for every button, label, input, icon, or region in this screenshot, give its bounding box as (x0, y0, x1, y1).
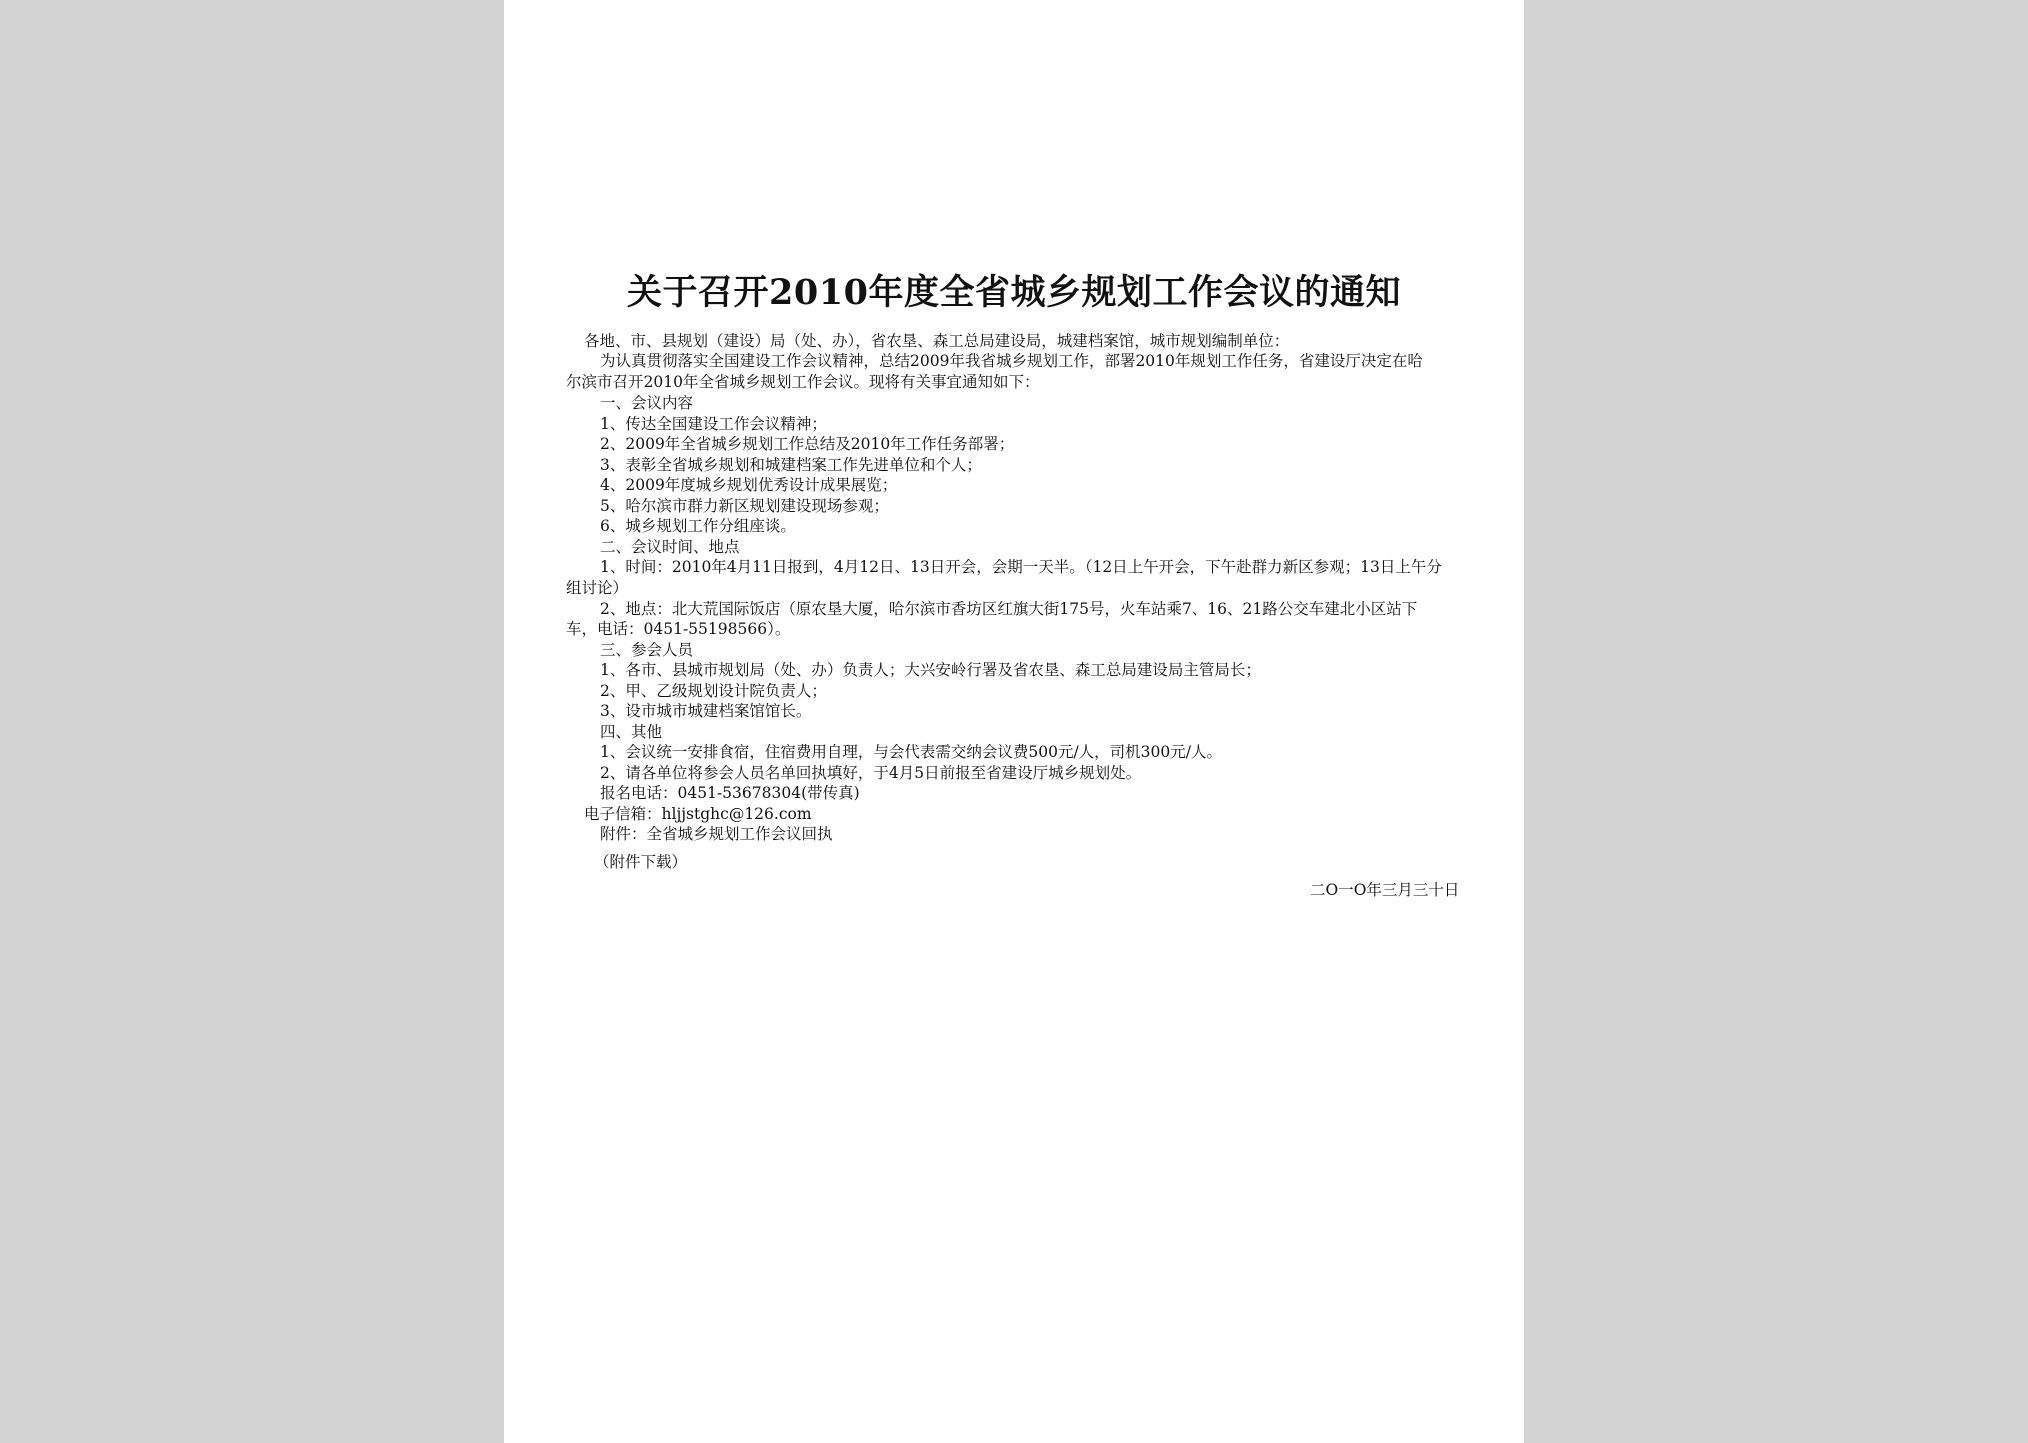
list-item: 3、设市城市城建档案馆馆长。 (600, 702, 812, 720)
list-item: 1、各市、县城市规划局（处、办）负责人；大兴安岭行署及省农垦、森工总局建设局主管局长； (600, 661, 1261, 679)
list-item: 5、哈尔滨市群力新区规划建设现场参观； (600, 497, 889, 515)
list-item: 2、请各单位将参会人员名单回执填好，于4月5日前报至省建设厅城乡规划处。 (600, 764, 1142, 782)
section-heading: 二、会议时间、地点 (600, 538, 740, 556)
section-heading: 一、会议内容 (600, 394, 694, 412)
list-item: 1、时间：2010年4月11日报到，4月12日、13日开会，会期一天半。（12日上午开会，下午赴群力新区参观；13日上午分 (600, 558, 1442, 576)
notice-date: 二O一O年三月三十日 (1310, 881, 1460, 899)
salutation-line: 各地、市、县规划（建设）局（处、办），省农垦、森工总局建设局，城建档案馆，城市规划编制单位： (584, 332, 1290, 350)
list-item-continuation: 车，电话：0451-55198566）。 (566, 620, 791, 638)
list-item: 3、表彰全省城乡规划和城建档案工作先进单位和个人； (600, 456, 982, 474)
attachment-download-link[interactable]: （附件下载） (594, 853, 688, 871)
section-heading: 三、参会人员 (600, 641, 694, 659)
contact-email: 电子信箱：hljjstghc@126.com (584, 805, 812, 823)
list-item: 2、甲、乙级规划设计院负责人； (600, 682, 827, 700)
list-item: 1、会议统一安排食宿，住宿费用自理，与会代表需交纳会议费500元/人，司机300元/人。 (600, 743, 1222, 761)
list-item: 2、2009年全省城乡规划工作总结及2010年工作任务部署； (600, 435, 1015, 453)
document-page (504, 0, 1524, 1443)
notice-title: 关于召开2010年度全省城乡规划工作会议的通知 (627, 272, 1401, 313)
attachment-line: 附件：全省城乡规划工作会议回执 (600, 825, 833, 843)
list-item: 4、2009年度城乡规划优秀设计成果展览； (600, 476, 898, 494)
section-heading: 四、其他 (600, 723, 663, 741)
list-item: 6、城乡规划工作分组座谈。 (600, 517, 796, 535)
list-item: 2、地点：北大荒国际饭店（原农垦大厦，哈尔滨市香坊区红旗大街175号，火车站乘7、16、21路公交车建北小区站下 (600, 600, 1418, 618)
list-item-continuation: 组讨论） (566, 579, 629, 597)
intro-line: 尔滨市召开2010年全省城乡规划工作会议。现将有关事宜通知如下： (566, 373, 1040, 391)
list-item: 1、传达全国建设工作会议精神； (600, 415, 827, 433)
intro-line: 为认真贯彻落实全国建设工作会议精神，总结2009年我省城乡规划工作，部署2010年规划工作任务，省建设厅决定在哈 (600, 352, 1423, 370)
contact-phone: 报名电话：0451-53678304(带传真) (600, 784, 860, 802)
